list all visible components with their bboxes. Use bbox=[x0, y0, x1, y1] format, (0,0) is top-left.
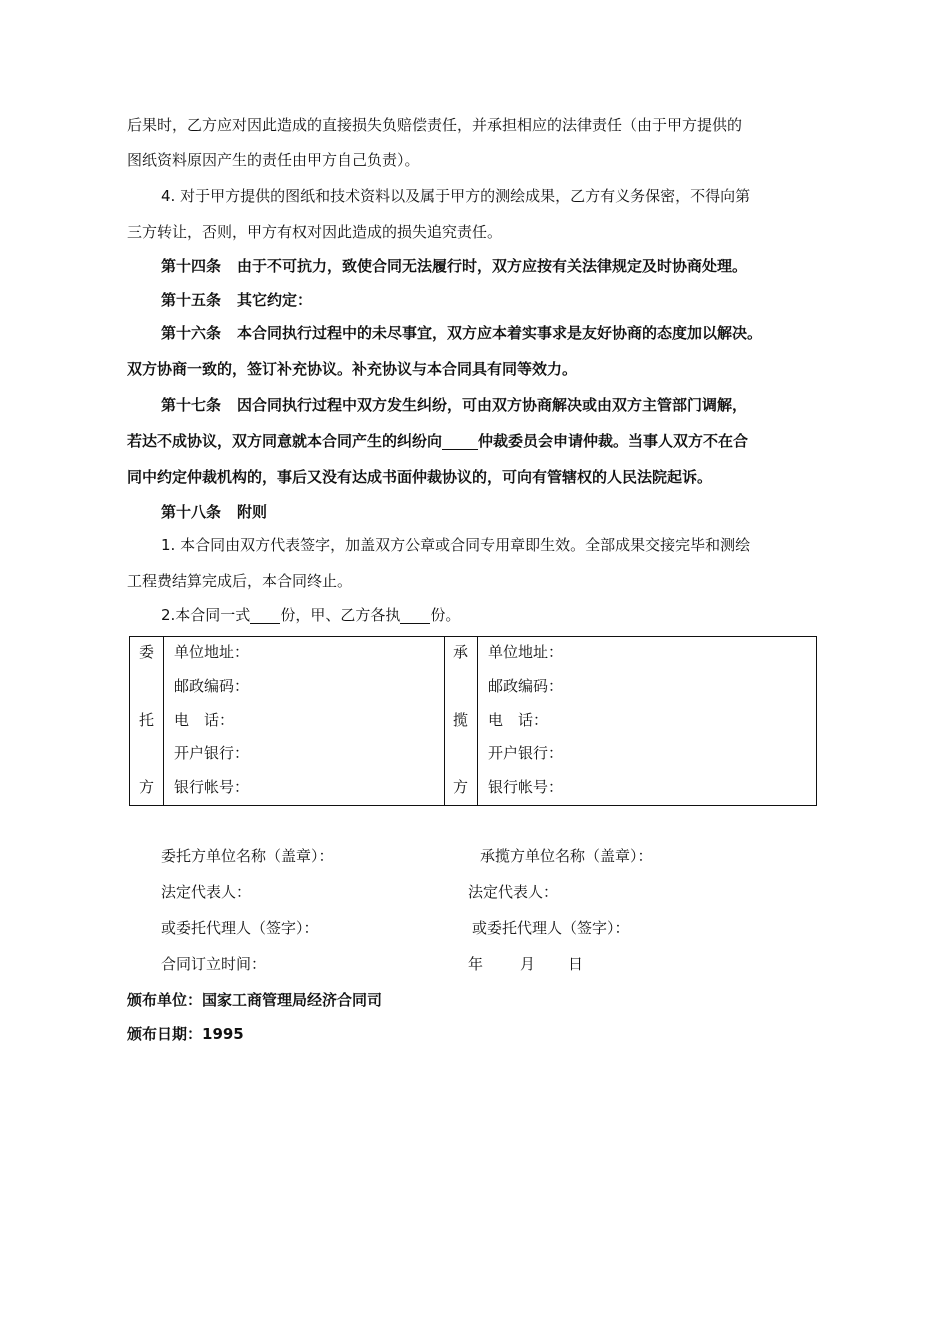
article-17-line: 同中约定仲裁机构的，事后又没有达成书面仲裁协议的，可向有管辖权的人民法院起诉。 bbox=[127, 468, 713, 486]
table-divider bbox=[444, 637, 445, 805]
contractor-label-char: 承 bbox=[453, 643, 469, 661]
date-year-label: 年 bbox=[468, 955, 484, 973]
party-info-table bbox=[129, 636, 817, 806]
contractor-account-field: 银行帐号： bbox=[488, 778, 564, 796]
client-agent-label: 或委托代理人（签字）： bbox=[161, 919, 319, 937]
paragraph-line: 后果时，乙方应对因此造成的直接损失负赔偿责任，并承担相应的法律责任（由于甲方提供的 bbox=[127, 116, 743, 134]
copies-blank bbox=[250, 607, 280, 624]
client-postcode-field: 邮政编码： bbox=[174, 677, 250, 695]
article-18-item bbox=[161, 605, 460, 625]
article-text: 由于不可抗力，致使合同无法履行时，双方应按有关法律规定及时协商处理。 bbox=[237, 257, 748, 275]
contractor-label-char: 揽 bbox=[453, 711, 469, 729]
article-17-line bbox=[127, 431, 748, 451]
table-divider bbox=[477, 637, 478, 805]
item-4-line: 三方转让，否则，甲方有权对因此造成的损失追究责任。 bbox=[127, 223, 503, 241]
article-text: 本合同执行过程中的未尽事宜，双方应本着实事求是友好协商的态度加以解决。 bbox=[237, 324, 763, 342]
contractor-name-label: 承揽方单位名称（盖章）： bbox=[480, 847, 653, 865]
article-number: 第十八条 bbox=[161, 503, 222, 521]
client-phone-field: 电 话： bbox=[174, 711, 235, 729]
contractor-label-char: 方 bbox=[453, 778, 469, 796]
client-address-field: 单位地址： bbox=[174, 643, 250, 661]
date-day-label: 日 bbox=[568, 955, 584, 973]
article-16 bbox=[161, 323, 762, 343]
client-legal-rep-label: 法定代表人： bbox=[161, 883, 252, 901]
text-segment: 若达不成协议，双方同意就本合同产生的纠纷向 bbox=[127, 432, 443, 450]
client-label-char: 委 bbox=[139, 643, 155, 661]
contract-date-label: 合同订立时间： bbox=[161, 955, 267, 973]
client-label-char: 托 bbox=[139, 711, 155, 729]
article-18-item: 1. 本合同由双方代表签字，加盖双方公章或合同专用章即生效。全部成果交接完毕和测绘 bbox=[161, 536, 751, 554]
contractor-bank-field: 开户银行： bbox=[488, 744, 564, 762]
article-15 bbox=[161, 290, 312, 310]
client-account-field: 银行帐号： bbox=[174, 778, 250, 796]
article-number: 第十六条 bbox=[161, 324, 222, 342]
arbitration-blank bbox=[442, 433, 478, 450]
article-17 bbox=[161, 395, 747, 415]
issue-date-line: 颁布日期：1995 bbox=[127, 1025, 244, 1043]
text-segment: 份。 bbox=[430, 606, 461, 624]
article-16-line: 双方协商一致的，签订补充协议。补充协议与本合同具有同等效力。 bbox=[127, 360, 578, 378]
contractor-postcode-field: 邮政编码： bbox=[488, 677, 564, 695]
article-number: 第十七条 bbox=[161, 396, 222, 414]
article-number: 第十四条 bbox=[161, 257, 222, 275]
copies-each-blank bbox=[400, 607, 430, 624]
client-bank-field: 开户银行： bbox=[174, 744, 250, 762]
article-18 bbox=[161, 502, 267, 522]
paragraph-line: 图纸资料原因产生的责任由甲方自己负责）。 bbox=[127, 151, 420, 169]
item-4-line: 4. 对于甲方提供的图纸和技术资料以及属于甲方的测绘成果，乙方有义务保密，不得向第 bbox=[161, 187, 751, 205]
contractor-address-field: 单位地址： bbox=[488, 643, 564, 661]
article-14 bbox=[161, 256, 747, 276]
article-number: 第十五条 bbox=[161, 291, 222, 309]
date-month-label: 月 bbox=[520, 955, 536, 973]
text-segment: 2.本合同一式 bbox=[161, 606, 251, 624]
contractor-agent-label: 或委托代理人（签字）： bbox=[472, 919, 630, 937]
article-text: 其它约定： bbox=[237, 291, 313, 309]
issuer-line: 颁布单位：国家工商管理局经济合同司 bbox=[127, 991, 383, 1009]
text-segment: 份，甲、乙方各执 bbox=[280, 606, 401, 624]
table-divider bbox=[163, 637, 164, 805]
contractor-phone-field: 电 话： bbox=[488, 711, 549, 729]
text-segment: 仲裁委员会申请仲裁。当事人双方不在合 bbox=[478, 432, 749, 450]
client-name-label: 委托方单位名称（盖章）： bbox=[161, 847, 334, 865]
contractor-legal-rep-label: 法定代表人： bbox=[468, 883, 559, 901]
article-text: 附则 bbox=[237, 503, 268, 521]
article-text: 因合同执行过程中双方发生纠纷，可由双方协商解决或由双方主管部门调解， bbox=[237, 396, 748, 414]
client-label-char: 方 bbox=[139, 778, 155, 796]
article-18-item: 工程费结算完成后，本合同终止。 bbox=[127, 572, 353, 590]
